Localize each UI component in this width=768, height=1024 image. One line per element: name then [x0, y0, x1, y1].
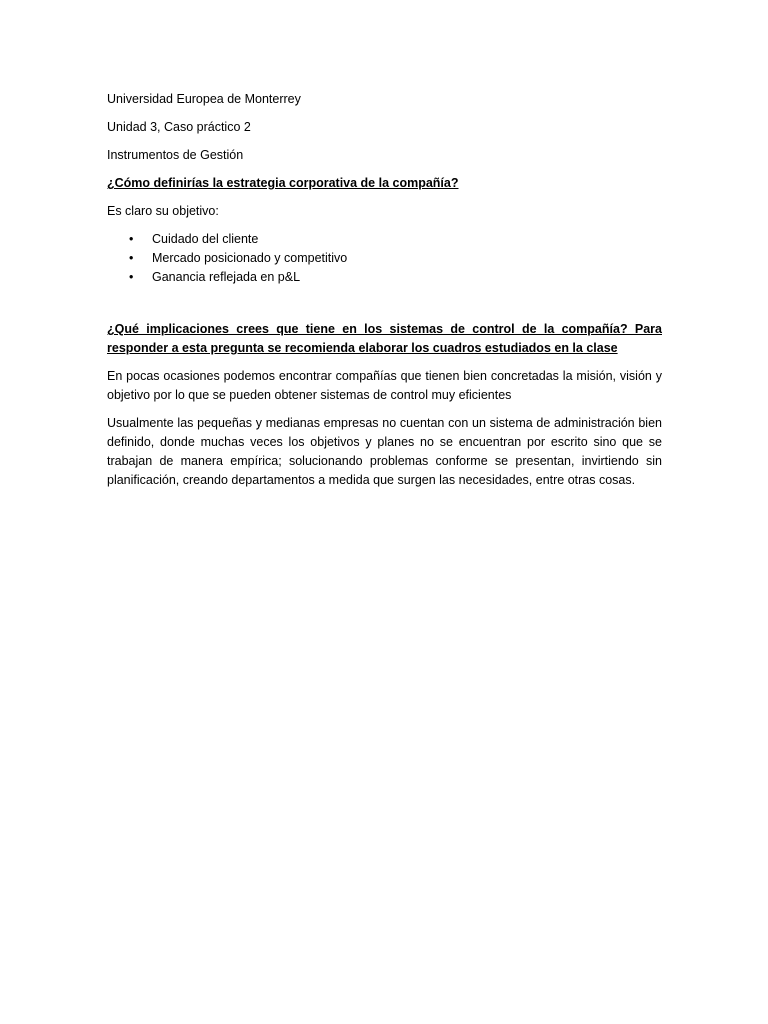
university-name: Universidad Europea de Monterrey [107, 92, 301, 106]
objective-list [107, 230, 662, 287]
unit-case-title: Unidad 3, Caso práctico 2 [107, 120, 251, 134]
list-item-text: Mercado posicionado y competitivo [152, 251, 348, 265]
list-item [107, 249, 662, 268]
answer-paragraph-2: Usualmente las pequeñas y medianas empresas no cuentan con un sistema de administración bien definido, donde muchas veces los objetivos y planes no se encuentran por escrito sino que se trabajan de manera empírica; solucionando problemas conforme se presentan, invirtiendo sin planificación, creando departamentos a medida que surgen las necesidades, entre otras cosas. [107, 416, 662, 487]
bullet-icon: • [129, 270, 134, 284]
course-title: Instrumentos de Gestión [107, 148, 244, 162]
document-page [107, 90, 662, 499]
list-item-text: Cuidado del cliente [152, 232, 259, 246]
answer-paragraph-1: En pocas ocasiones podemos encontrar compañías que tienen bien concretadas la misión, visión y objetivo por lo que se pueden obtener sistemas de control muy eficientes [107, 369, 662, 402]
objective-intro: Es claro su objetivo: [107, 204, 219, 218]
question-1-heading: ¿Cómo definirías la estrategia corporativa de la compañía? [107, 176, 459, 190]
list-item [107, 230, 662, 249]
question-2-heading: ¿Qué implicaciones crees que tiene en los sistemas de control de la compañía? Para responder a esta pregunta se recomienda elaborar los cuadros estudiados en la clase [107, 322, 662, 355]
list-item [107, 268, 662, 287]
bullet-icon: • [129, 232, 134, 246]
bullet-icon: • [129, 251, 134, 265]
list-item-text: Ganancia reflejada en p&L [152, 270, 301, 284]
